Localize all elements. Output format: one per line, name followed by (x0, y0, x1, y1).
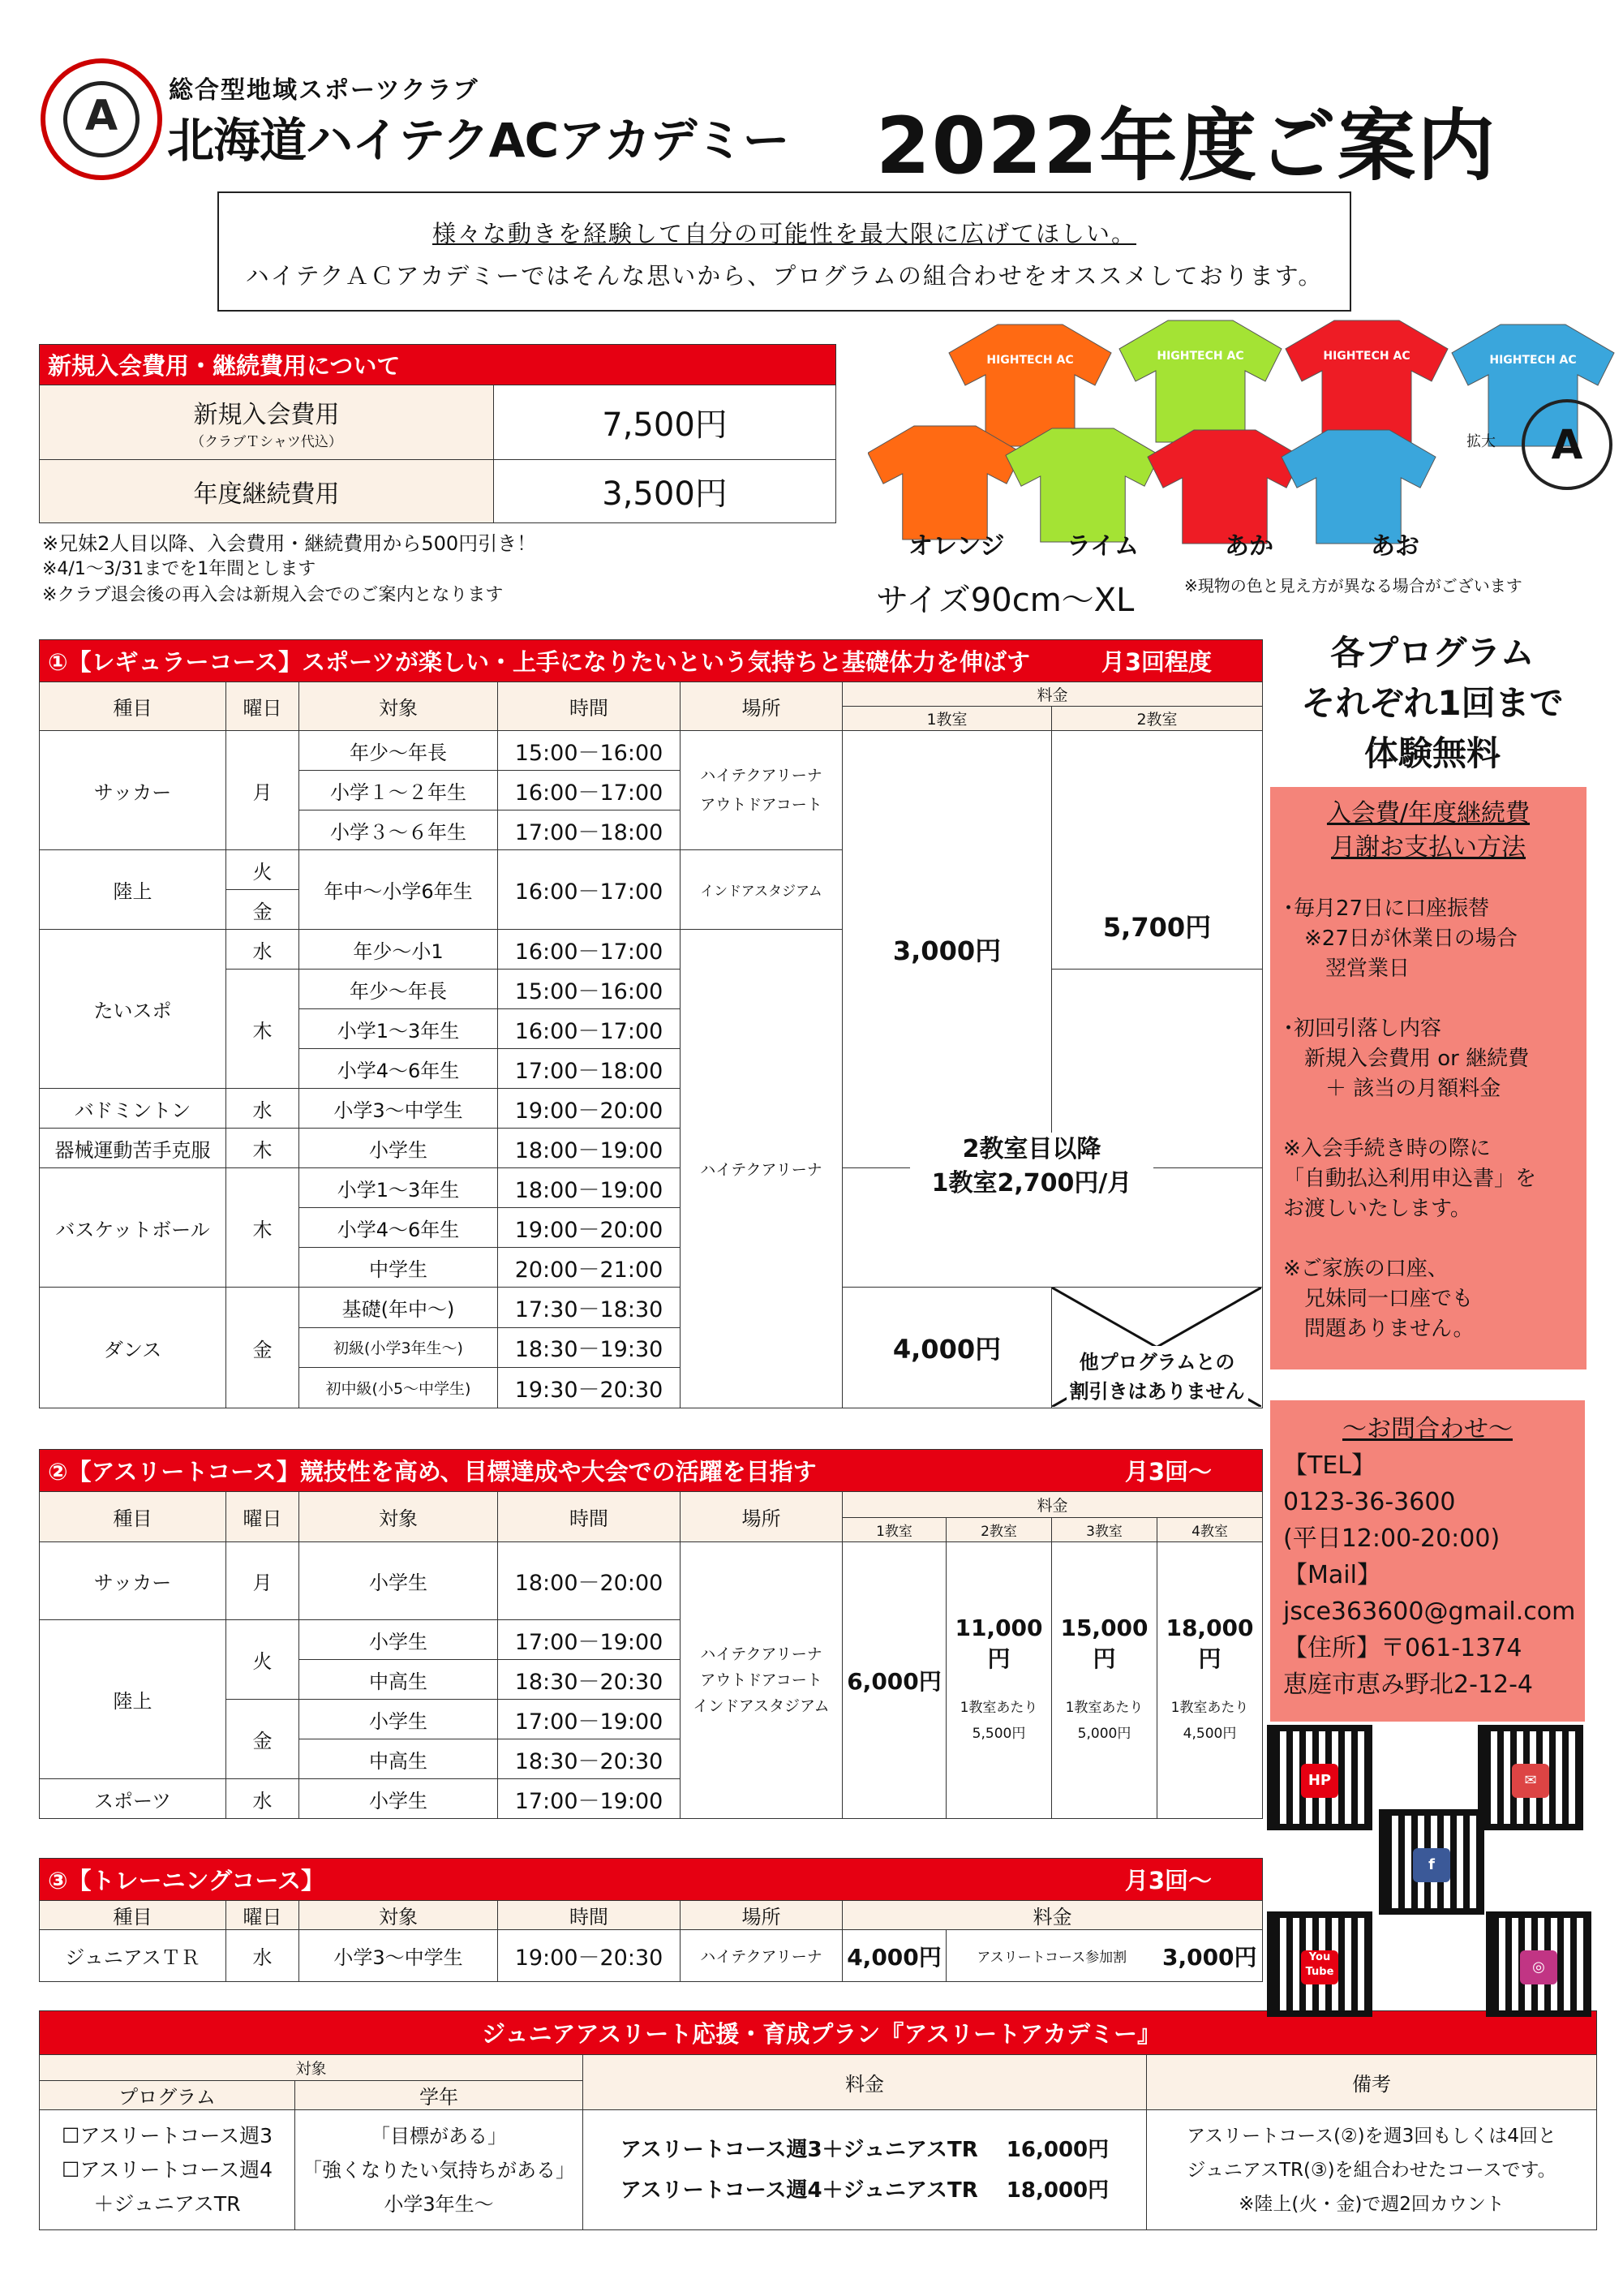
time-cell: 17:00－19:00 (498, 1779, 681, 1819)
col-program: プログラム (40, 2081, 295, 2110)
target-cell: 小学4～6年生 (299, 1049, 498, 1089)
target-cell: 小学生 (299, 1779, 498, 1819)
place-cell: ハイテクアリーナ アウトドアコート (681, 731, 843, 850)
event-dance: ダンス (40, 1288, 226, 1408)
plan-title: ジュニアアスリート応援・育成プラン『アスリートアカデミー』 (40, 2011, 1597, 2055)
facebook-icon: f (1413, 1848, 1450, 1882)
col-place: 場所 (681, 1492, 843, 1542)
fee-new-label: 新規入会費用 (193, 401, 340, 429)
day-cell: 水 (226, 1089, 299, 1129)
contact-body: 【TEL】 0123-36-3600 (平日12:00-20:00) 【Mail】 jsce363600@gmail.com 【住所】〒061-1374 恵庭市恵み野北2-12-4 (1283, 1451, 1576, 1699)
day-cell: 火 (226, 850, 299, 890)
course2-frequency: 月3回～ (1124, 1458, 1213, 1486)
athlete-course-table (39, 1449, 1263, 1819)
target-cell: 小学1～3年生 (299, 1168, 498, 1208)
day-cell: 火 (226, 1620, 299, 1700)
target-cell: 小学3～中学生 (299, 1930, 498, 1982)
course1-frequency: 月3回程度 (1101, 648, 1213, 676)
col-time: 時間 (498, 1492, 681, 1542)
time-cell: 17:00－19:00 (498, 1620, 681, 1660)
time-cell: 16:00－17:00 (498, 1009, 681, 1049)
time-cell: 18:30－20:30 (498, 1739, 681, 1779)
logo-letters: A (84, 92, 118, 140)
fee-table (39, 344, 836, 523)
event-soccer: サッカー (40, 1542, 226, 1620)
col-target: 対象 (299, 1492, 498, 1542)
shirt-print-text: HIGHTECH AC (1157, 350, 1244, 363)
time-cell: 15:00－16:00 (498, 970, 681, 1009)
target-cell: 小学4～6年生 (299, 1208, 498, 1248)
free-trial-headline: 各プログラム それぞれ1回まで 体験無料 (1301, 633, 1564, 773)
place-cell: ハイテクアリーナ アウトドアコート インドアスタジアム (681, 1542, 843, 1819)
col-time: 時間 (498, 682, 681, 731)
color-label-red: あか (1225, 532, 1273, 561)
col-fee: 料金 (843, 682, 1263, 707)
day-cell: 水 (226, 1779, 299, 1819)
no-discount-cell (1052, 1288, 1263, 1408)
payment-title-2: 月謝お支払い方法 (1331, 833, 1526, 862)
color-label-orange: オレンジ (908, 532, 1005, 561)
time-cell: 16:00－17:00 (498, 930, 681, 970)
payment-info-box (1270, 787, 1587, 1369)
per-room-3: 1教室あたり 5,000円 (1065, 1699, 1144, 1742)
regular-course-table (39, 639, 1263, 1408)
col-fee: 料金 (583, 2055, 1147, 2110)
event-sports: スポーツ (40, 1779, 226, 1819)
fee-new-value: 7,500円 (494, 385, 836, 460)
fee-1-room: 6,000円 (843, 1542, 947, 1819)
time-cell: 17:00－19:00 (498, 1700, 681, 1739)
fee-2-room: 11,000円 (955, 1614, 1043, 1672)
col-1-room: 1教室 (843, 707, 1052, 731)
shirt-logo: A (1522, 399, 1612, 490)
plan-grade: 「目標がある」 「強くなりたい気持ちがある」 小学3年生～ (295, 2110, 583, 2230)
day-cell: 月 (226, 731, 299, 850)
day-cell: 月 (226, 1542, 299, 1620)
fee-renew-label: 年度継続費用 (40, 460, 494, 523)
target-cell: 小学1～3年生 (299, 1009, 498, 1049)
time-cell: 16:00－17:00 (498, 771, 681, 810)
time-cell: 19:30－20:30 (498, 1368, 681, 1408)
shirt-print-text: HIGHTECH AC (1489, 354, 1577, 367)
fee-new-sub: （クラブＴシャツ代込） (191, 434, 342, 450)
target-cell: 小学3～中学生 (299, 1089, 498, 1129)
intro-box (217, 191, 1351, 312)
no-discount-note: 他プログラムとの 割引きはありません (1067, 1346, 1248, 1408)
place-cell: ハイテクアリーナ (681, 1930, 843, 1982)
time-cell: 20:00－21:00 (498, 1248, 681, 1288)
col-target: 対象 (299, 682, 498, 731)
contact-title: ～お問合わせ～ (1342, 1415, 1513, 1443)
second-room-price: 2教室目以降 1教室2,700円/月 (910, 1133, 1153, 1201)
col-remarks: 備考 (1147, 2055, 1597, 2110)
color-note: ※現物の色と見え方が異なる場合がございます (1184, 576, 1522, 595)
col-target: 対象 (299, 1901, 498, 1930)
col-event: 種目 (40, 682, 226, 731)
day-cell: 水 (226, 1930, 299, 1982)
fee-note: ※4/1～3/31までを1年間とします (42, 559, 316, 579)
fee-label-new (40, 385, 494, 460)
col-grade: 学年 (295, 2081, 583, 2110)
col-day: 曜日 (226, 682, 299, 731)
col-day: 曜日 (226, 1901, 299, 1930)
col-3-room: 3教室 (1052, 1518, 1157, 1542)
payment-title-1: 入会費/年度継続費 (1326, 799, 1531, 828)
shirt-print-text: HIGHTECH AC (1323, 350, 1410, 363)
target-cell: 小学３～６年生 (299, 810, 498, 850)
time-cell: 18:30－20:30 (498, 1660, 681, 1700)
time-cell: 18:00－19:00 (498, 1129, 681, 1168)
target-cell: 年中～小学6年生 (299, 850, 498, 930)
fee-notes (42, 531, 536, 608)
col-time: 時間 (498, 1901, 681, 1930)
tshirt-back (1286, 320, 1448, 442)
plan-fees (583, 2110, 1147, 2230)
fee-note: ※クラブ退会後の再入会は新規入会でのご案内となります (42, 585, 504, 605)
time-cell: 16:00－17:00 (498, 850, 681, 930)
course3-header (40, 1859, 1263, 1901)
qr-code-facebook[interactable] (1379, 1809, 1484, 1915)
event-apparatus: 器械運動苦手克服 (40, 1129, 226, 1168)
club-subtitle: 総合型地域スポーツクラブ (169, 76, 479, 105)
qr-code-mail[interactable] (1478, 1725, 1583, 1830)
col-2-room: 2教室 (947, 1518, 1052, 1542)
target-cell: 初中級(小5～中学生) (299, 1368, 498, 1408)
tshirt-gallery (868, 308, 1622, 568)
per-room-4: 1教室あたり 4,500円 (1170, 1699, 1249, 1742)
dance-fee: 4,000円 (843, 1288, 1052, 1408)
course2-title: ②【アスリートコース】競技性を高め、目標達成や大会での活躍を目指す (48, 1458, 817, 1486)
plan-remarks: アスリートコース(②)を週3回もしくは4回と ジュニアスTR(③)を組合わせたコースです。 ※陸上(火・金)で週2回カウント (1147, 2110, 1597, 2230)
col-1-room: 1教室 (843, 1518, 947, 1542)
course2-header (40, 1450, 1263, 1492)
target-cell: 小学生 (299, 1129, 498, 1168)
col-4-room: 4教室 (1157, 1518, 1263, 1542)
col-day: 曜日 (226, 1492, 299, 1542)
club-logo (41, 58, 162, 180)
fee-3-room-cell (1052, 1542, 1157, 1819)
instagram-icon: ◎ (1520, 1950, 1557, 1984)
course3-title: ③【トレーニングコース】 (48, 1867, 324, 1894)
day-cell: 金 (226, 1288, 299, 1408)
course3-frequency: 月3回～ (1124, 1867, 1213, 1894)
time-cell: 18:00－20:00 (498, 1542, 681, 1620)
course1-header (40, 640, 1263, 682)
target-cell: 小学生 (299, 1542, 498, 1620)
fee-3-room: 15,000円 (1060, 1614, 1149, 1672)
event-basketball: バスケットボール (40, 1168, 226, 1288)
color-label-lime: ライム (1067, 532, 1140, 561)
fee-1-room: 3,000円 (843, 731, 1052, 1168)
day-cell: 木 (226, 1129, 299, 1168)
club-name: 北海道ハイテクACアカデミー (167, 113, 789, 168)
place-cell: インドアスタジアム (681, 850, 843, 930)
intro-line-1: 様々な動きを経験して自分の可能性を最大限に広げてほしい。 (432, 220, 1136, 247)
event-taispo: たいスポ (40, 930, 226, 1089)
col-event: 種目 (40, 1492, 226, 1542)
event-badminton: バドミントン (40, 1089, 226, 1129)
target-cell: 年少～年長 (299, 970, 498, 1009)
col-place: 場所 (681, 682, 843, 731)
plan-fee-line: アスリートコース週3＋ジュニアスTR 16,000円 (620, 2137, 1110, 2162)
hp-icon: HP (1301, 1764, 1338, 1798)
intro-line-2: ハイテクＡＣアカデミーではそんな思いから、プログラムの組合わせをオススメしております。 (245, 262, 1324, 290)
mail-icon: ✉ (1512, 1764, 1549, 1798)
target-cell: 初級(小学3年生～) (299, 1327, 498, 1368)
payment-body: ･毎月27日に口座振替 ※27日が休業日の場合 翌営業日 ･初回引落し内容 新規入会費用 or 継続費 ＋ 該当の月額料金 ※入会手続き時の際に 「自動払込利用申込書」を お渡しいたします。 ※ご家族の口座、 兄妹同一口座でも 問題ありません。 (1283, 896, 1537, 1341)
per-room-2: 1教室あたり 5,500円 (960, 1699, 1038, 1742)
col-fee: 料金 (843, 1901, 1263, 1930)
target-cell: 基礎(年中～) (299, 1288, 498, 1328)
day-cell: 木 (226, 970, 299, 1089)
color-label-blue: あお (1371, 532, 1419, 561)
youtube-icon: You Tube (1301, 1950, 1338, 1984)
fee-2-room-cell (947, 1542, 1052, 1819)
tshirt-front (868, 426, 1022, 540)
fee-4-room-cell (1157, 1542, 1263, 1819)
plan-fee-line: アスリートコース週4＋ジュニアスTR 18,000円 (620, 2178, 1110, 2203)
target-cell: 中高生 (299, 1660, 498, 1700)
discount-fee: 3,000円 (1157, 1930, 1263, 1982)
training-course-table (39, 1858, 1263, 1982)
target-cell: 小学生 (299, 1620, 498, 1660)
col-target: 対象 (40, 2055, 583, 2081)
col-2-room: 2教室 (1052, 707, 1263, 731)
plan-programs: ☐アスリートコース週3 ☐アスリートコース週4 ＋ジュニアスTR (40, 2110, 295, 2230)
fee-note: ※兄妹2人目以降、入会費用・継続費用から500円引き！ (42, 532, 537, 555)
page-title: 2022年度ご案内 (876, 101, 1497, 191)
event-soccer: サッカー (40, 731, 226, 850)
target-cell: 小学１～２年生 (299, 771, 498, 810)
target-cell: 中学生 (299, 1248, 498, 1288)
col-event: 種目 (40, 1901, 226, 1930)
place-cell: ハイテクアリーナ (681, 930, 843, 1408)
event-track: 陸上 (40, 850, 226, 930)
zoom-label: 拡大 (1466, 433, 1496, 450)
time-cell: 17:00－18:00 (498, 810, 681, 850)
day-cell: 水 (226, 930, 299, 970)
day-cell: 金 (226, 890, 299, 930)
target-cell: 中高生 (299, 1739, 498, 1779)
time-cell: 19:00－20:00 (498, 1208, 681, 1248)
fee-heading: 新規入会費用・継続費用について (40, 345, 836, 385)
day-cell: 金 (226, 1700, 299, 1779)
event-junior-tr: ジュニアスＴＲ (40, 1930, 226, 1982)
discount-label: アスリートコース参加割 (947, 1930, 1157, 1982)
target-cell: 小学生 (299, 1700, 498, 1739)
event-track: 陸上 (40, 1620, 226, 1779)
time-cell: 17:00－18:00 (498, 1049, 681, 1089)
time-cell: 19:00－20:30 (498, 1930, 681, 1982)
time-cell: 15:00－16:00 (498, 731, 681, 771)
size-range: サイズ90cm～XL (876, 582, 1135, 619)
col-fee: 料金 (843, 1492, 1263, 1518)
contact-box (1270, 1400, 1585, 1722)
shirt-print-text: HIGHTECH AC (986, 354, 1074, 367)
day-cell: 木 (226, 1168, 299, 1288)
course1-title: ①【レギュラーコース】スポーツが楽しい・上手になりたいという気持ちと基礎体力を伸ばす (48, 648, 1030, 676)
fee-2-room: 5,700円 (1052, 731, 1263, 970)
time-cell: 17:30－18:30 (498, 1288, 681, 1328)
tshirt-back (1119, 320, 1282, 442)
time-cell: 18:00－19:00 (498, 1168, 681, 1208)
training-fee: 4,000円 (843, 1930, 947, 1982)
qr-code-instagram[interactable] (1486, 1911, 1591, 2017)
col-place: 場所 (681, 1901, 843, 1930)
time-cell: 18:30－19:30 (498, 1327, 681, 1368)
fee-4-room: 18,000円 (1166, 1614, 1254, 1672)
fee-renew-value: 3,500円 (494, 460, 836, 523)
qr-code-hp[interactable] (1267, 1725, 1372, 1830)
qr-code-youtube[interactable] (1267, 1911, 1372, 2017)
tshirt-front (1006, 428, 1160, 542)
athlete-academy-plan-table (39, 2010, 1597, 2230)
target-cell: 年少～年長 (299, 731, 498, 771)
time-cell: 19:00－20:00 (498, 1089, 681, 1129)
target-cell: 年少～小1 (299, 930, 498, 970)
